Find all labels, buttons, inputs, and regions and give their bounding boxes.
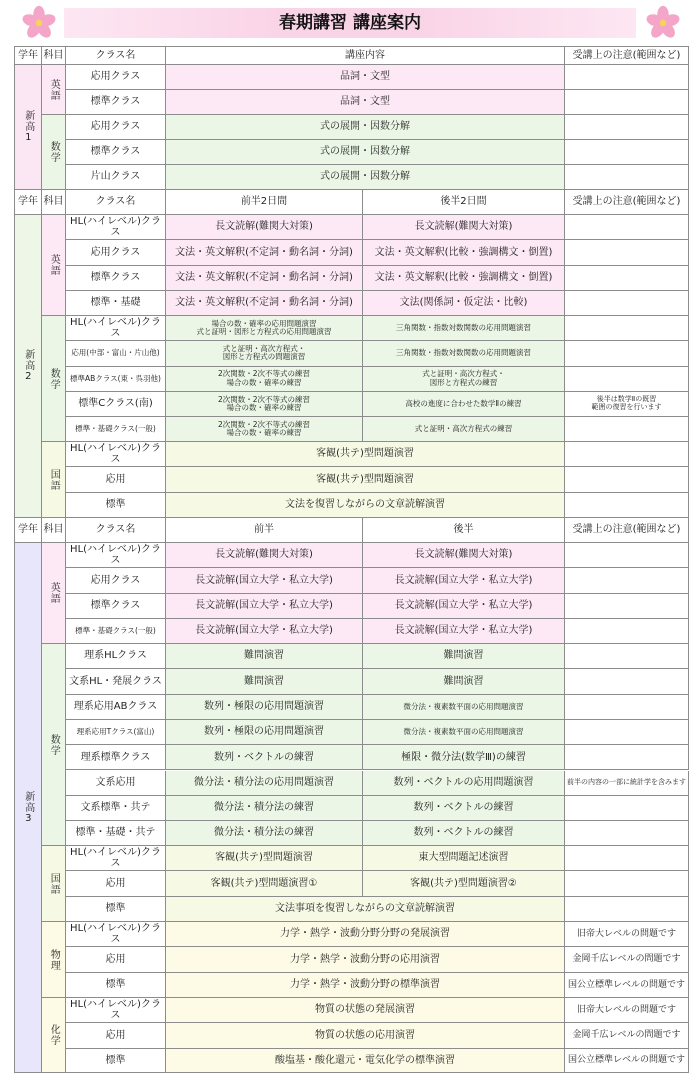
course-note <box>565 568 689 593</box>
course-first-half: 文法・英文解釈(不定詞・動名詞・分詞) <box>166 291 363 316</box>
course-second-half: 文法・英文解釈(比較・強調構文・倒置) <box>363 240 565 265</box>
course-content: 文法事項を復習しながらの文章読解演習 <box>166 897 565 922</box>
class-name: 応用 <box>66 1023 166 1048</box>
course-note: 金岡千広レベルの問題です <box>565 947 689 972</box>
course-first-half: 数列・ベクトルの練習 <box>166 745 363 770</box>
course-first-half: 長文読解(国立大学・私立大学) <box>166 594 363 619</box>
course-note <box>565 745 689 770</box>
course-second-half: 三角関数・指数対数関数の応用問題演習 <box>363 341 565 366</box>
class-name: HL(ハイレベル)クラス <box>66 316 166 341</box>
course-note <box>565 695 689 720</box>
course-first-half: 2次関数・2次不等式の練習 場合の数・確率の練習 <box>166 392 363 417</box>
course-note <box>565 291 689 316</box>
course-second-half: 数列・ベクトルの応用問題演習 <box>363 771 565 796</box>
course-first-half: 2次関数・2次不等式の練習 場合の数・確率の練習 <box>166 417 363 442</box>
course-second-half: 難問演習 <box>363 644 565 669</box>
course-note <box>565 543 689 568</box>
class-name: 応用(中部・富山・片山他) <box>66 341 166 366</box>
class-name: 標準・基礎 <box>66 291 166 316</box>
course-second-half: 数列・ベクトルの練習 <box>363 821 565 846</box>
course-content: 品詞・文型 <box>166 90 565 115</box>
course-note <box>565 493 689 518</box>
course-first-half: 数列・極限の応用問題演習 <box>166 695 363 720</box>
course-second-half: 高校の進度に合わせた数学Ⅱの練習 <box>363 392 565 417</box>
header-second-half: 後半2日間 <box>363 190 565 215</box>
header-class: クラス名 <box>66 190 166 215</box>
class-name: 標準クラス <box>66 594 166 619</box>
course-first-half: 難問演習 <box>166 669 363 694</box>
grade-label: 新高2 <box>15 215 42 518</box>
page-title: 春期講習 講座案内 <box>279 13 421 33</box>
course-note <box>565 467 689 492</box>
cherry-blossom-icon <box>20 4 58 42</box>
course-content: 物質の状態の発展演習 <box>166 998 565 1023</box>
course-first-half: 文法・英文解釈(不定詞・動名詞・分詞) <box>166 266 363 291</box>
course-note <box>565 367 689 392</box>
subject-label: 英語 <box>42 543 66 644</box>
course-note <box>565 65 689 90</box>
subject-label: 数学 <box>42 316 66 442</box>
subject-label: 物理 <box>42 922 66 998</box>
course-content: 式の展開・因数分解 <box>166 165 565 190</box>
page-header <box>0 0 695 46</box>
class-name: 標準 <box>66 493 166 518</box>
course-content: 式の展開・因数分解 <box>166 140 565 165</box>
class-name: 理系応用ABクラス <box>66 695 166 720</box>
header-class: クラス名 <box>66 518 166 543</box>
course-first-half: 客観(共テ)型問題演習 <box>166 846 363 871</box>
course-note: 国公立標準レベルの問題です <box>565 1049 689 1073</box>
header-first-half: 前半 <box>166 518 363 543</box>
course-second-half: 長文読解(国立大学・私立大学) <box>363 619 565 644</box>
course-first-half: 2次関数・2次不等式の練習 場合の数・確率の練習 <box>166 367 363 392</box>
course-content: 式の展開・因数分解 <box>166 115 565 140</box>
header-first-half: 前半2日間 <box>166 190 363 215</box>
class-name: 片山クラス <box>66 165 166 190</box>
course-content: 力学・熱学・波動分野の標準演習 <box>166 973 565 998</box>
course-second-half: 難問演習 <box>363 669 565 694</box>
course-first-half: 式と証明・高次方程式・ 図形と方程式の問題演習 <box>166 341 363 366</box>
course-note <box>565 115 689 140</box>
course-content: 酸塩基・酸化還元・電気化学の標準演習 <box>166 1049 565 1073</box>
course-first-half: 微分法・積分法の練習 <box>166 821 363 846</box>
class-name: 応用 <box>66 871 166 896</box>
class-name: 文系応用 <box>66 771 166 796</box>
course-note: 後半は数学Ⅱの既習 範囲の復習を行います <box>565 392 689 417</box>
subject-label: 数学 <box>42 644 66 846</box>
class-name: 理系応用Tクラス(富山) <box>66 720 166 745</box>
course-note <box>565 619 689 644</box>
course-note: 金岡千広レベルの問題です <box>565 1023 689 1048</box>
course-first-half: 数列・極限の応用問題演習 <box>166 720 363 745</box>
class-name: 標準クラス <box>66 266 166 291</box>
class-name: HL(ハイレベル)クラス <box>66 846 166 871</box>
header-subject: 科目 <box>42 190 66 215</box>
grade-label: 新高1 <box>15 65 42 190</box>
course-note <box>565 165 689 190</box>
class-name: 応用クラス <box>66 115 166 140</box>
course-note: 前半の内容の一部に統計学を含みます <box>565 771 689 796</box>
class-name: 標準・基礎・共テ <box>66 821 166 846</box>
course-first-half: 文法・英文解釈(不定詞・動名詞・分詞) <box>166 240 363 265</box>
course-note <box>565 215 689 240</box>
class-name: 応用 <box>66 947 166 972</box>
course-note <box>565 821 689 846</box>
course-second-half: 東大型問題記述演習 <box>363 846 565 871</box>
header-grade: 学年 <box>15 518 42 543</box>
course-note <box>565 796 689 821</box>
course-second-half: 微分法・複素数平面の応用問題演習 <box>363 695 565 720</box>
course-content: 物質の状態の応用演習 <box>166 1023 565 1048</box>
course-note: 国公立標準レベルの問題です <box>565 973 689 998</box>
class-name: HL(ハイレベル)クラス <box>66 215 166 240</box>
course-second-half: 長文読解(国立大学・私立大学) <box>363 568 565 593</box>
header-grade: 学年 <box>15 47 42 65</box>
class-name: HL(ハイレベル)クラス <box>66 922 166 947</box>
class-name: 応用クラス <box>66 240 166 265</box>
course-content: 文法を復習しながらの文章読解演習 <box>166 493 565 518</box>
course-second-half: 式と証明・高次方程式・ 図形と方程式の練習 <box>363 367 565 392</box>
class-name: 標準・基礎クラス(一般) <box>66 619 166 644</box>
subject-label: 英語 <box>42 215 66 316</box>
course-first-half: 場合の数・確率の応用問題演習 式と証明・図形と方程式の応用問題演習 <box>166 316 363 341</box>
subject-label: 国語 <box>42 846 66 922</box>
class-name: HL(ハイレベル)クラス <box>66 543 166 568</box>
subject-label: 国語 <box>42 442 66 518</box>
course-second-half: 長文読解(難関大対策) <box>363 543 565 568</box>
header-grade: 学年 <box>15 190 42 215</box>
class-name: 標準 <box>66 973 166 998</box>
course-note <box>565 846 689 871</box>
course-note <box>565 417 689 442</box>
course-note <box>565 871 689 896</box>
course-second-half: 文法(関係詞・仮定法・比較) <box>363 291 565 316</box>
subject-label: 数学 <box>42 115 66 190</box>
class-name: HL(ハイレベル)クラス <box>66 998 166 1023</box>
course-second-half: 微分法・複素数平面の応用問題演習 <box>363 720 565 745</box>
header-second-half: 後半 <box>363 518 565 543</box>
class-name: 標準クラス <box>66 90 166 115</box>
course-second-half: 極限・微分法(数学Ⅲ)の練習 <box>363 745 565 770</box>
course-content: 力学・熱学・波動分野の応用演習 <box>166 947 565 972</box>
course-first-half: 長文読解(難関大対策) <box>166 215 363 240</box>
course-first-half: 難問演習 <box>166 644 363 669</box>
class-name: 理系標準クラス <box>66 745 166 770</box>
course-note <box>565 442 689 467</box>
course-table <box>14 46 689 1073</box>
class-name: 標準 <box>66 1049 166 1073</box>
class-name: 文系標準・共テ <box>66 796 166 821</box>
course-note <box>565 720 689 745</box>
course-content: 客観(共テ)型問題演習 <box>166 442 565 467</box>
class-name: 文系HL・発展クラス <box>66 669 166 694</box>
class-name: 標準・基礎クラス(一般) <box>66 417 166 442</box>
course-second-half: 客観(共テ)型問題演習② <box>363 871 565 896</box>
course-second-half: 長文読解(国立大学・私立大学) <box>363 594 565 619</box>
course-note <box>565 644 689 669</box>
class-name: HL(ハイレベル)クラス <box>66 442 166 467</box>
course-note <box>565 341 689 366</box>
course-note <box>565 140 689 165</box>
class-name: 応用クラス <box>66 568 166 593</box>
header-notes: 受講上の注意(範囲など) <box>565 190 689 215</box>
course-note: 旧帝大レベルの問題です <box>565 998 689 1023</box>
class-name: 応用 <box>66 467 166 492</box>
course-note: 旧帝大レベルの問題です <box>565 922 689 947</box>
course-first-half: 微分法・積分法の応用問題演習 <box>166 771 363 796</box>
class-name: 標準ABクラス(東・呉羽他) <box>66 367 166 392</box>
course-first-half: 微分法・積分法の練習 <box>166 796 363 821</box>
header-notes: 受講上の注意(範囲など) <box>565 47 689 65</box>
class-name: 標準Cクラス(南) <box>66 392 166 417</box>
course-content: 品詞・文型 <box>166 65 565 90</box>
course-first-half: 客観(共テ)型問題演習① <box>166 871 363 896</box>
grade-label: 新高3 <box>15 543 42 1073</box>
course-note <box>565 669 689 694</box>
course-first-half: 長文読解(国立大学・私立大学) <box>166 619 363 644</box>
course-second-half: 文法・英文解釈(比較・強調構文・倒置) <box>363 266 565 291</box>
class-name: 標準 <box>66 897 166 922</box>
class-name: 応用クラス <box>66 65 166 90</box>
header-subject: 科目 <box>42 47 66 65</box>
course-note <box>565 90 689 115</box>
course-first-half: 長文読解(難関大対策) <box>166 543 363 568</box>
course-second-half: 三角関数・指数対数関数の応用問題演習 <box>363 316 565 341</box>
course-note <box>565 897 689 922</box>
course-note <box>565 240 689 265</box>
course-note <box>565 594 689 619</box>
header-class: クラス名 <box>66 47 166 65</box>
cherry-blossom-icon <box>644 4 682 42</box>
header-content: 講座内容 <box>166 47 565 65</box>
class-name: 理系HLクラス <box>66 644 166 669</box>
course-second-half: 数列・ベクトルの練習 <box>363 796 565 821</box>
subject-label: 英語 <box>42 65 66 115</box>
course-note <box>565 266 689 291</box>
course-content: 客観(共テ)型問題演習 <box>166 467 565 492</box>
course-content: 力学・熱学・波動分野分野の発展演習 <box>166 922 565 947</box>
course-note <box>565 316 689 341</box>
course-first-half: 長文読解(国立大学・私立大学) <box>166 568 363 593</box>
course-second-half: 式と証明・高次方程式の練習 <box>363 417 565 442</box>
header-subject: 科目 <box>42 518 66 543</box>
course-second-half: 長文読解(難関大対策) <box>363 215 565 240</box>
subject-label: 化学 <box>42 998 66 1073</box>
header-notes: 受講上の注意(範囲など) <box>565 518 689 543</box>
class-name: 標準クラス <box>66 140 166 165</box>
